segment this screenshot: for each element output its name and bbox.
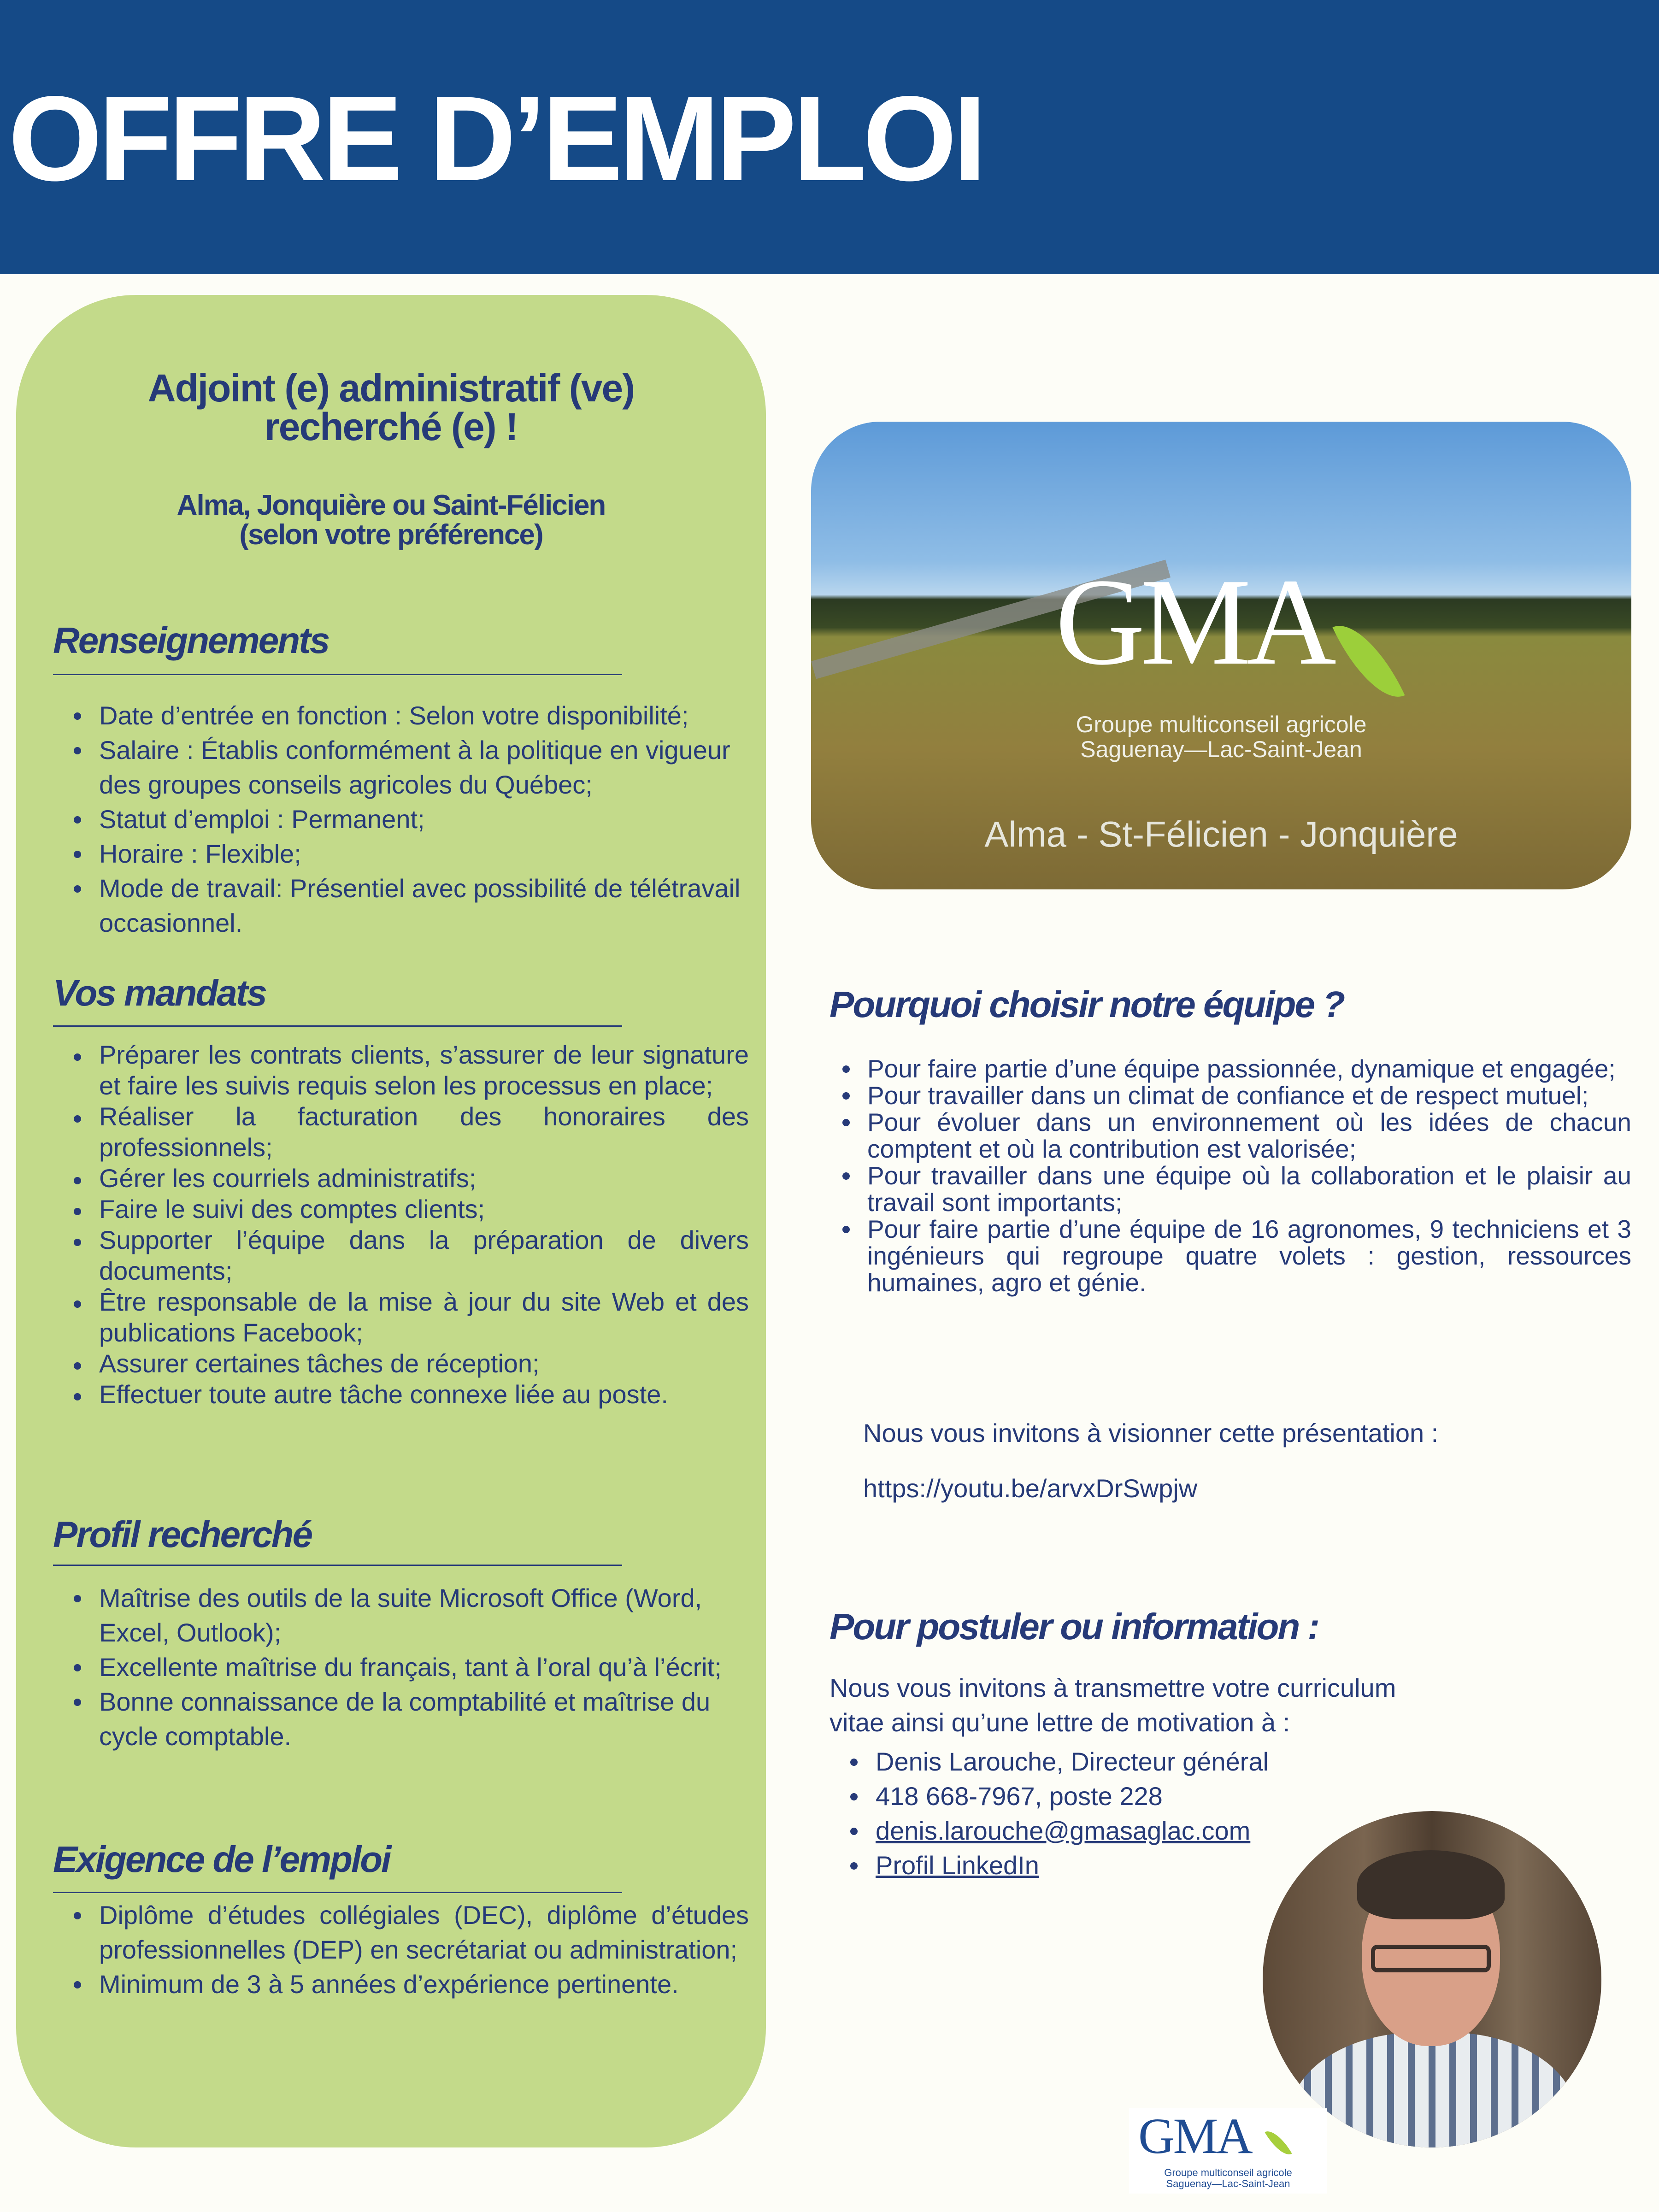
contact-photo bbox=[1263, 1811, 1601, 2147]
divider bbox=[53, 1565, 622, 1566]
logo-text: GMA bbox=[1138, 2108, 1251, 2164]
shirt-shape bbox=[1290, 2032, 1576, 2147]
list-item: Supporter l’équipe dans la préparation de divers documents; bbox=[53, 1224, 749, 1286]
list-item: Statut d’emploi : Permanent; bbox=[53, 802, 749, 836]
job-title bbox=[16, 366, 766, 448]
section-heading-mandats: Vos mandats bbox=[53, 972, 266, 1013]
list-item: Effectuer toute autre tâche connexe liée au poste. bbox=[53, 1379, 749, 1410]
video-invite-text: Nous vous invitons à visionner cette présentation : bbox=[863, 1418, 1439, 1447]
list-item: Gérer les courriels administratifs; bbox=[53, 1163, 749, 1194]
list-item: Maîtrise des outils de la suite Microsoft Office (Word, Excel, Outlook); bbox=[53, 1581, 749, 1650]
divider bbox=[53, 674, 622, 675]
list-item: Pour évoluer dans un environnement où les idées de chacun comptent et où la contribution est valorisée; bbox=[830, 1109, 1631, 1162]
logo-subtitle bbox=[1129, 2167, 1327, 2189]
exigence-list bbox=[53, 1898, 749, 2001]
location-line: (selon votre préférence) bbox=[239, 519, 543, 551]
contact-name: Denis Larouche, Directeur général bbox=[830, 1744, 1290, 1779]
contact-list bbox=[830, 1744, 1290, 1883]
section-heading-profil: Profil recherché bbox=[53, 1514, 312, 1555]
footer-logo bbox=[1129, 2108, 1327, 2194]
gma-field-banner-image bbox=[811, 422, 1631, 889]
list-item: Assurer certaines tâches de réception; bbox=[53, 1348, 749, 1379]
list-item: Excellente maîtrise du français, tant à l’oral qu’à l’écrit; bbox=[53, 1650, 749, 1684]
list-item: Horaire : Flexible; bbox=[53, 836, 749, 871]
list-item: Bonne connaissance de la comptabilité et maîtrise du cycle comptable. bbox=[53, 1684, 749, 1753]
divider bbox=[53, 1892, 622, 1893]
gma-subtitle bbox=[1023, 712, 1419, 762]
list-item: Salaire : Établis conformément à la politique en vigueur des groupes conseils agricoles du Québec; bbox=[53, 733, 749, 802]
job-location bbox=[16, 491, 766, 550]
job-title-line: Adjoint (e) administratif (ve) bbox=[147, 366, 635, 410]
subtitle-line: Groupe multiconseil agricole bbox=[1076, 712, 1367, 737]
text-line: Nous vous invitons à transmettre votre curriculum bbox=[830, 1673, 1396, 1702]
divider bbox=[53, 1025, 622, 1027]
gma-logo-text: GMA bbox=[1055, 553, 1332, 691]
text-line: vitae ainsi qu’une lettre de motivation à : bbox=[830, 1708, 1290, 1737]
postuler-text bbox=[830, 1671, 1396, 1740]
contact-linkedin-item bbox=[830, 1848, 1290, 1883]
renseignements-list bbox=[53, 698, 749, 940]
hair-shape bbox=[1357, 1850, 1505, 1919]
list-item: Pour travailler dans un climat de confiance et de respect mutuel; bbox=[830, 1082, 1631, 1109]
video-link[interactable]: https://youtu.be/arvxDrSwpjw bbox=[863, 1474, 1198, 1503]
gma-cities: Alma - St-Félicien - Jonquière bbox=[984, 814, 1458, 854]
leaf-icon bbox=[1332, 612, 1405, 711]
section-heading-postuler: Pour postuler ou information : bbox=[830, 1606, 1319, 1647]
section-heading-pourquoi: Pourquoi choisir notre équipe ? bbox=[830, 984, 1344, 1025]
linkedin-link[interactable]: Profil LinkedIn bbox=[876, 1851, 1039, 1880]
subtitle-line: Groupe multiconseil agricole bbox=[1164, 2167, 1292, 2178]
section-heading-exigence: Exigence de l’emploi bbox=[53, 1839, 390, 1880]
mandats-list bbox=[53, 1039, 749, 1410]
list-item: Pour travailler dans une équipe où la collaboration et le plaisir au travail sont importants; bbox=[830, 1162, 1631, 1216]
glasses-shape bbox=[1371, 1945, 1491, 1972]
list-item: Minimum de 3 à 5 années d’expérience pertinente. bbox=[53, 1967, 749, 2001]
profil-list bbox=[53, 1581, 749, 1753]
list-item: Être responsable de la mise à jour du site Web et des publications Facebook; bbox=[53, 1286, 749, 1348]
contact-email-item bbox=[830, 1813, 1290, 1848]
email-link[interactable]: denis.larouche@gmasaglac.com bbox=[876, 1816, 1251, 1845]
list-item: Pour faire partie d’une équipe passionnée, dynamique et engagée; bbox=[830, 1055, 1631, 1082]
subtitle-line: Saguenay—Lac-Saint-Jean bbox=[1080, 736, 1362, 762]
pourquoi-list bbox=[830, 1055, 1631, 1296]
leaf-icon bbox=[1265, 2126, 1292, 2160]
section-heading-renseignements: Renseignements bbox=[53, 620, 329, 661]
list-item: Diplôme d’études collégiales (DEC), diplôme d’études professionnelles (DEP) en secrétariat ou administration; bbox=[53, 1898, 749, 1967]
contact-phone: 418 668-7967, poste 228 bbox=[830, 1779, 1290, 1813]
list-item: Date d’entrée en fonction : Selon votre disponibilité; bbox=[53, 698, 749, 733]
list-item: Préparer les contrats clients, s’assurer de leur signature et faire les suivis requis selon les processus en place; bbox=[53, 1039, 749, 1101]
location-line: Alma, Jonquière ou Saint-Félicien bbox=[176, 489, 606, 521]
subtitle-line: Saguenay—Lac-Saint-Jean bbox=[1166, 2178, 1290, 2189]
job-title-line: recherché (e) ! bbox=[265, 405, 518, 448]
list-item: Mode de travail: Présentiel avec possibilité de télétravail occasionnel. bbox=[53, 871, 749, 940]
list-item: Réaliser la facturation des honoraires des professionnels; bbox=[53, 1101, 749, 1163]
page-title: OFFRE D’EMPLOI bbox=[8, 71, 983, 206]
list-item: Faire le suivi des comptes clients; bbox=[53, 1194, 749, 1224]
header-banner bbox=[0, 0, 1659, 274]
list-item: Pour faire partie d’une équipe de 16 agronomes, 9 techniciens et 3 ingénieurs qui regroupe quatre volets : gestion, ressources humaines, agro et génie. bbox=[830, 1216, 1631, 1296]
